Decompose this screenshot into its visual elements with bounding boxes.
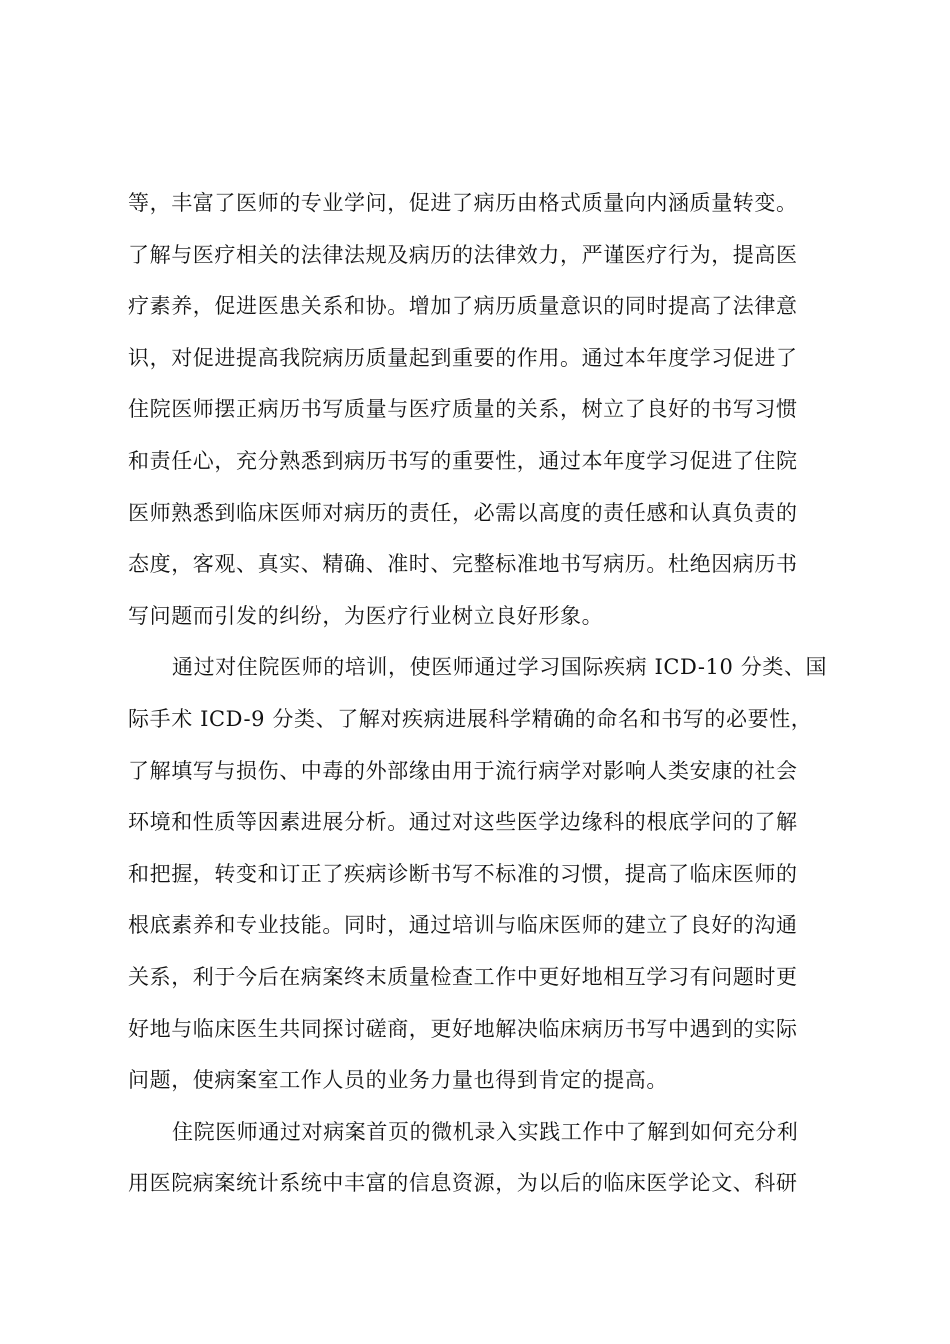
text-line: 识，对促进提高我院病历质量起到重要的作用。通过本年度学习促进了: [128, 345, 798, 370]
text-line: 等，丰富了医师的专业学问，促进了病历由格式质量向内涵质量转变。: [128, 191, 798, 215]
text-line: 问题，使病案室工作人员的业务力量也得到肯定的提高。: [128, 1068, 668, 1093]
text-line-first: 住院医师通过对病案首页的微机录入实践工作中了解到如何充分利: [172, 1119, 799, 1144]
text-line: 关系，利于今后在病案终末质量检查工作中更好地相互学习有问题时更: [128, 964, 798, 989]
text-line: 际手术 ICD-9 分类、了解对疾病进展科学精确的命名和书写的必要性，: [128, 706, 813, 731]
text-line: 和把握，转变和订正了疾病诊断书写不标准的习惯，提高了临床医师的: [128, 861, 798, 886]
text-line: 环境和性质等因素进展分析。通过对这些医学边缘科的根底学问的了解: [128, 810, 798, 835]
text-line: 好地与临床医生共同探讨磋商，更好地解决临床病历书写中遇到的实际: [128, 1016, 798, 1041]
text-line: 和责任心，充分熟悉到病历书写的重要性，通过本年度学习促进了住院: [128, 448, 798, 473]
text-line: 根底素养和专业技能。同时，通过培训与临床医师的建立了良好的沟通: [128, 913, 798, 938]
text-line: 医师熟悉到临床医师对病历的责任，必需以高度的责任感和认真负责的: [128, 500, 798, 525]
paragraph-1: [128, 178, 832, 642]
paragraph-3: [128, 1107, 832, 1210]
text-line: 了解填写与损伤、中毒的外部缘由用于流行病学对影响人类安康的社会: [128, 758, 798, 783]
text-line: 态度，客观、真实、精确、准时、完整标准地书写病历。杜绝因病历书: [128, 552, 798, 577]
text-line: 住院医师摆正病历书写质量与医疗质量的关系，树立了良好的书写习惯: [128, 397, 798, 422]
text-line-first: 通过对住院医师的培训，使医师通过学习国际疾病 ICD-10 分类、国: [172, 655, 828, 680]
text-line: 写问题而引发的纠纷，为医疗行业树立良好形象。: [128, 603, 604, 628]
text-line: 疗素养，促进医患关系和协。增加了病历质量意识的同时提高了法律意: [128, 294, 798, 319]
text-line: 了解与医疗相关的法律法规及病历的法律效力，严谨医疗行为，提高医: [128, 242, 798, 267]
paragraph-2: [128, 642, 832, 1106]
document-body: [128, 178, 832, 1210]
text-line: 用医院病案统计系统中丰富的信息资源，为以后的临床医学论文、科研: [128, 1171, 798, 1196]
